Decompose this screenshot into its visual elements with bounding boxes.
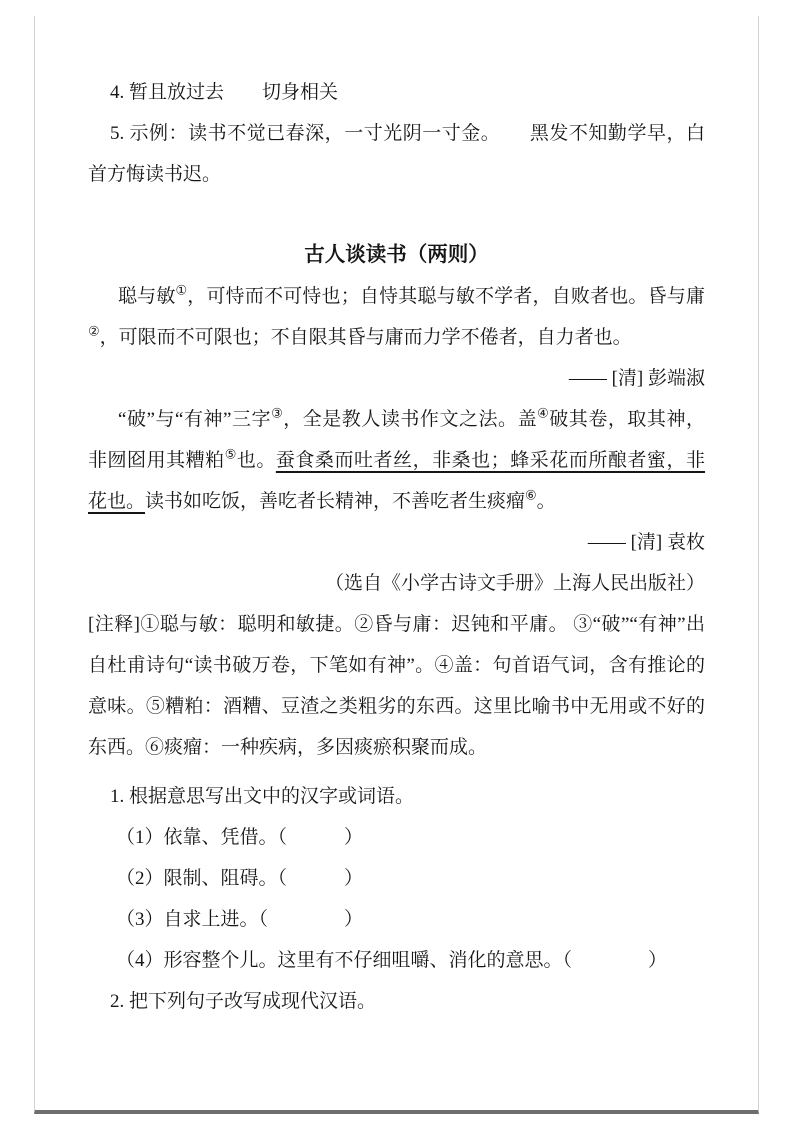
question-2: 2. 把下列句子改写成现代汉语。 [110,991,377,1012]
passage2-text [88,399,705,522]
notes-paragraph: [注释]①聪与敏：聪明和敏捷。②昏与庸：迟钝和平庸。 ③“破”“有神”出自杜甫诗句“读书破万卷，下笔如有神”。④盖：句首语气词，含有推论的意味。⑤糟粕：酒糟、豆渣之类粗劣的东西。这里比喻书中无用或不好的东西。⑥痰瘤：一种疾病，多因痰瘀积聚而成。 [88,614,705,758]
passage1-attribution: —— [清] 彭端淑 [568,368,705,389]
passage2-underlined-segment: 蚕食桑而吐者丝，非桑也；蜂采花而所酿者蜜，非花也。 [88,450,705,512]
passage1-text: 聪与敏①，可恃而不可恃也；自恃其聪与敏不学者，自败者也。昏与庸②，可限而不可限也；不自限其昏与庸而力学不倦者，自力者也。 [88,282,705,348]
question-1-item-1: （1）依靠、凭借。（ ） [116,827,364,848]
question-1-item-4: （4）形容整个儿。这里有不仔细咀嚼、消化的意思。（ ） [116,950,668,971]
passage2-attribution: —— [清] 袁枚 [587,532,705,553]
answer-item-5: 5. 示例：读书不觉已春深，一寸光阴一寸金。 黑发不知勤学早，白首方悔读书迟。 [88,123,705,185]
question-1-item-3: （3）自求上进。（ ） [116,909,364,930]
source-line: （选自《小学古诗文手册》上海人民出版社） [324,573,705,594]
passage2-segment: “破”与“有神”三字③，全是教人读书作文之法。盖④破其卷，取其神，非囫囵用其糟粕⑤也。 [88,405,705,471]
page-content [88,72,705,1022]
passage-title: 古人谈读书（两则） [304,244,489,266]
question-1: 1. 根据意思写出文中的汉字或词语。 [110,786,415,807]
question-1-item-2: （2）限制、阻碍。（ ） [116,868,364,889]
answer-item-4: 4. 暂且放过去 切身相关 [110,82,339,103]
passage2-segment: 读书如吃饭，善吃者长精神，不善吃者生痰瘤⑥。 [145,487,556,512]
